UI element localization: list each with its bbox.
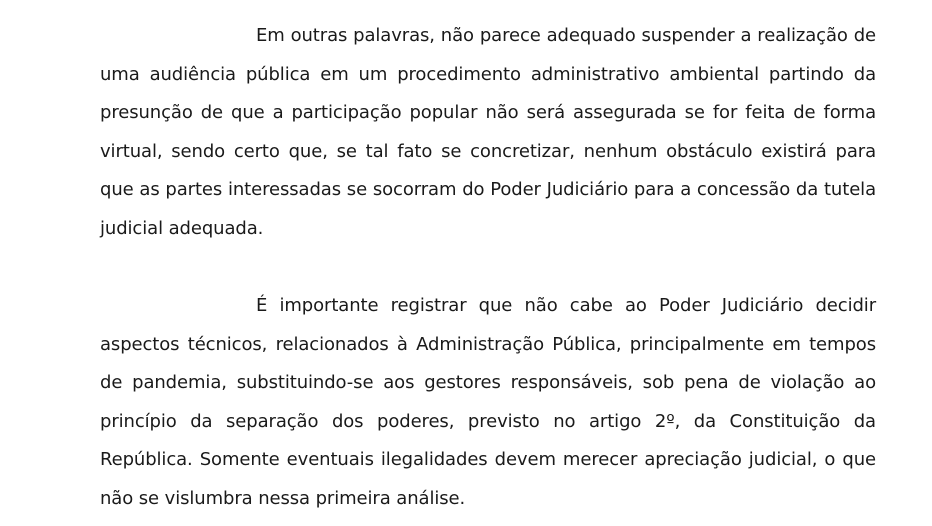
paragraph-2: É importante registrar que não cabe ao Poder Judiciário decidir aspectos técnicos, relacionados à Administração Pública, principalmente em tempos de pandemia, substituindo-se aos gestores responsáveis, sob pena de violação ao princípio da separação dos poderes, previsto no artigo 2º, da Constituição da República. Somente eventuais ilegalidades devem merecer apreciação judicial, o que não se vislumbra nessa primeira análise. [100, 295, 876, 509]
paragraph-1: Em outras palavras, não parece adequado suspender a realização de uma audiência pública em um procedimento administrativo ambiental partindo da presunção de que a participação popular não será assegurada se for feita de forma virtual, sendo certo que, se tal fato se concretizar, nenhum obstáculo existirá para que as partes interessadas se socorram do Poder Judiciário para a concessão da tutela judicial adequada. [100, 25, 876, 239]
